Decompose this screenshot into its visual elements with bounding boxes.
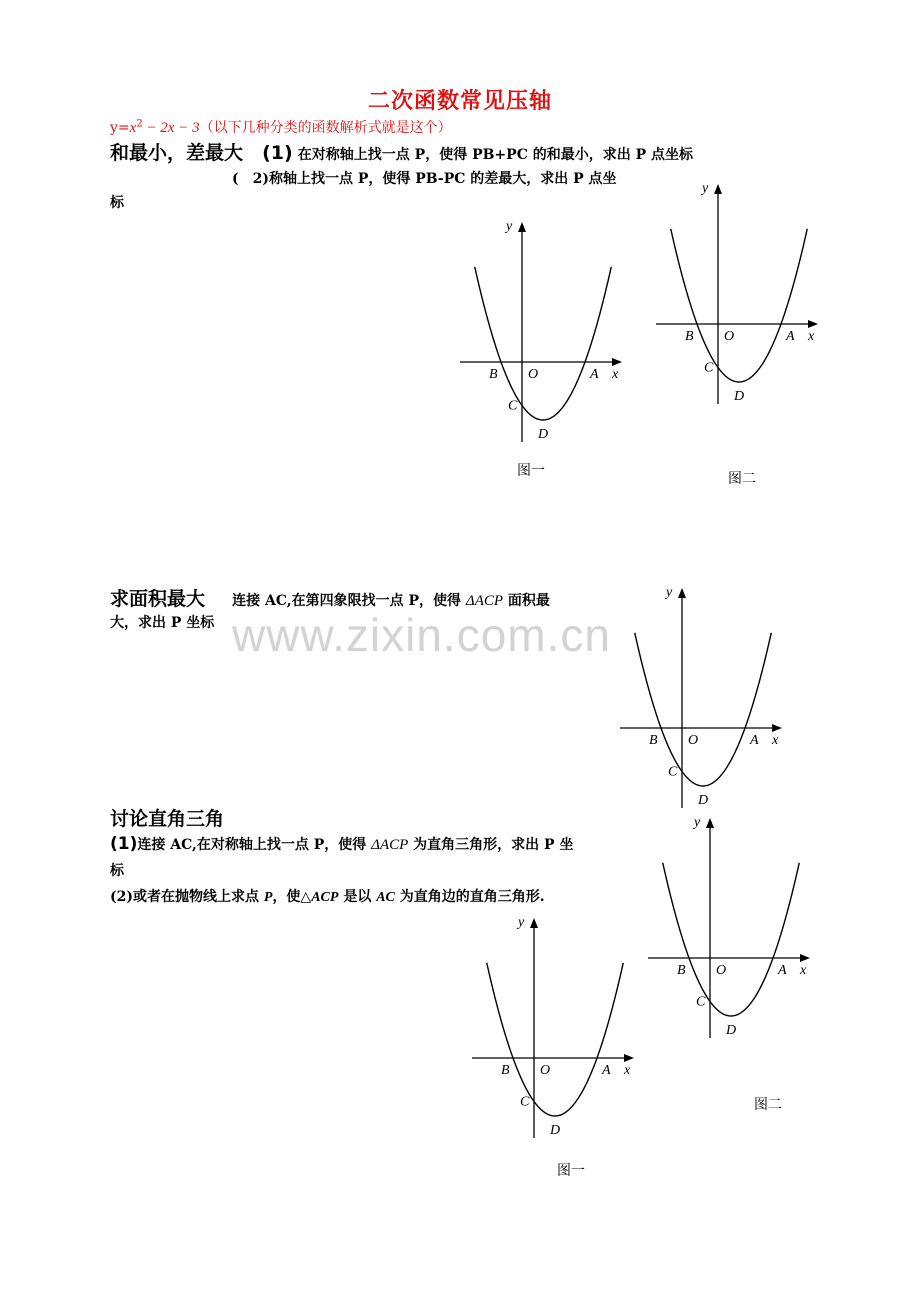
- x-axis-label: x: [612, 367, 619, 382]
- point-a-label: A: [590, 367, 599, 382]
- point-o-label: O: [688, 733, 699, 748]
- y-axis-arrow: [714, 184, 722, 194]
- equation-prefix: y=: [110, 120, 130, 136]
- point-b-label: B: [501, 1063, 510, 1078]
- section1-fig2-graph: [656, 180, 821, 408]
- section3-q1-text-b: 为直角三角形，求出 P 坐: [408, 837, 574, 853]
- section1-q1-number: (1): [262, 142, 293, 164]
- page-title: 二次函数常见压轴: [367, 88, 552, 114]
- x-axis-arrow: [772, 724, 782, 732]
- x-axis-arrow: [800, 954, 810, 962]
- equation-exponent: 2: [136, 118, 143, 130]
- point-o-label: O: [724, 329, 735, 344]
- section3-q1: [110, 834, 573, 854]
- y-axis-arrow: [518, 222, 526, 232]
- parabola-curve: [635, 633, 772, 786]
- x-axis-arrow: [808, 320, 818, 328]
- point-d-label: D: [698, 793, 709, 808]
- point-c-label: C: [704, 360, 714, 376]
- section2-heading: 求面积最大: [110, 588, 206, 610]
- point-c-label: C: [668, 764, 678, 780]
- point-c-label: C: [508, 398, 518, 414]
- parabola-curve: [475, 267, 612, 420]
- y-axis-label: y: [702, 181, 709, 196]
- section3-q2-text-c: 是以: [338, 889, 377, 905]
- point-d-label: D: [726, 1023, 737, 1038]
- point-a-label: A: [778, 963, 787, 978]
- section2-q-wrap: 大，求出 P 坐标: [110, 615, 215, 631]
- section3-q2-ac: AC: [376, 890, 395, 905]
- point-b-label: B: [489, 367, 498, 382]
- equation-note: （以下几种分类的函数解析式就是这个）: [199, 120, 452, 136]
- point-a-label: A: [786, 329, 795, 344]
- point-d-label: D: [550, 1123, 561, 1138]
- section3-q2: [110, 886, 545, 906]
- y-axis-label: y: [518, 915, 525, 930]
- section3-fig1-caption: 图一: [557, 1163, 585, 1179]
- section2-q-text-b: 面积最: [503, 593, 550, 609]
- section1-line1: [110, 138, 693, 165]
- section3-q2-text-b: ，使△: [272, 889, 312, 905]
- section3-q2-p: P: [263, 890, 273, 905]
- x-axis-label: x: [624, 1063, 631, 1078]
- section1-heading: 和最小，差最大: [110, 142, 244, 164]
- section2-graph: [620, 584, 785, 812]
- section3-fig1-graph: [472, 914, 637, 1142]
- y-axis-arrow: [706, 818, 714, 828]
- point-o-label: O: [716, 963, 727, 978]
- point-o-label: O: [540, 1063, 551, 1078]
- point-o-label: O: [528, 367, 539, 382]
- watermark: www.zixin.com.cn: [232, 609, 611, 661]
- section3-heading: 讨论直角三角: [110, 808, 225, 830]
- y-axis-label: y: [666, 585, 673, 600]
- section3-q2-text-a: (2)或者在抛物线上求点: [110, 889, 264, 905]
- section3-q2-acp: ACP: [311, 890, 339, 905]
- x-axis-label: x: [808, 329, 815, 344]
- section1-fig1-caption: 图一: [517, 463, 545, 479]
- function-equation: [110, 117, 452, 137]
- section2-line1: [110, 584, 550, 611]
- section3-q2-text-d: 为直角边的直角三角形.: [394, 889, 545, 905]
- equation-rest: − 2x − 3: [142, 120, 200, 136]
- section1-q2-text: ( 2)称轴上找一点 P，使得 PB-PC 的差最大，求出 P 点坐: [232, 171, 617, 187]
- x-axis-arrow: [624, 1054, 634, 1062]
- parabola-curve: [487, 963, 624, 1116]
- section3-q1-triangle: ΔACP: [371, 837, 409, 853]
- x-axis-label: x: [772, 733, 779, 748]
- section1-q1-text: 在对称轴上找一点 P，使得 PB+PC 的和最小，求出 P 点坐标: [297, 147, 693, 163]
- y-axis-label: y: [506, 219, 513, 234]
- x-axis-label: x: [800, 963, 807, 978]
- section3-q1-wrap: 标: [110, 863, 124, 879]
- point-c-label: C: [520, 1094, 530, 1110]
- y-axis-arrow: [678, 588, 686, 598]
- section1-fig2-caption: 图二: [728, 471, 756, 487]
- point-c-label: C: [696, 994, 706, 1010]
- parabola-curve: [663, 863, 800, 1016]
- y-axis-arrow: [530, 918, 538, 928]
- point-a-label: A: [750, 733, 759, 748]
- y-axis-label: y: [694, 815, 701, 830]
- section1-fig1-graph: [460, 218, 625, 446]
- section2-q-text-a: 连接 AC,在第四象限找一点 P，使得: [232, 593, 466, 609]
- section2-triangle: ΔACP: [465, 593, 504, 609]
- section1-q2-wrap: 标: [110, 195, 124, 211]
- section3-q1-number: (1): [110, 834, 138, 854]
- section3-q1-text-a: 连接 AC,在对称轴上找一点 P，使得: [137, 837, 372, 853]
- point-a-label: A: [602, 1063, 611, 1078]
- equation-x: x: [129, 120, 137, 136]
- x-axis-arrow: [612, 358, 622, 366]
- section3-fig2-graph: [648, 814, 813, 1042]
- point-d-label: D: [734, 389, 745, 404]
- point-b-label: B: [685, 329, 694, 344]
- point-b-label: B: [649, 733, 658, 748]
- point-b-label: B: [677, 963, 686, 978]
- section3-fig2-caption: 图二: [754, 1097, 782, 1113]
- point-d-label: D: [538, 427, 549, 442]
- parabola-curve: [671, 229, 808, 382]
